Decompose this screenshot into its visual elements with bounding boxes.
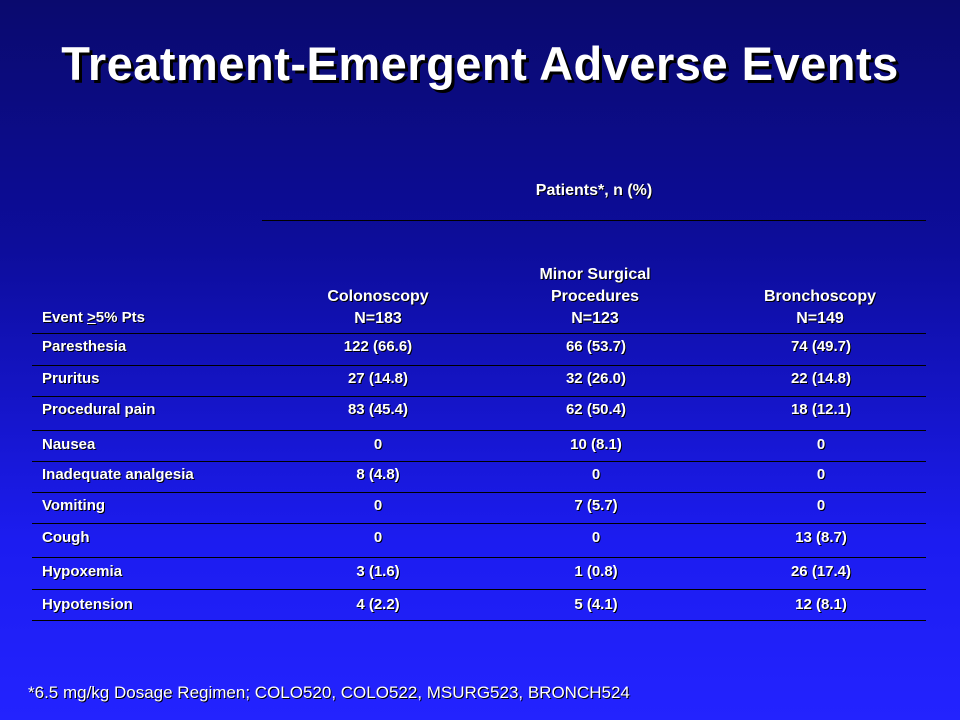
table-cell: 0: [373, 497, 383, 514]
group-header: Patients*, n (%): [535, 182, 653, 199]
table-cell: 0: [591, 529, 601, 546]
row-header-underlined: >: [87, 309, 96, 326]
event-name: Hypoxemia: [42, 563, 123, 580]
table-cell: 0: [373, 436, 383, 453]
column-header-colonoscopy: [268, 286, 488, 330]
event-name: Vomiting: [42, 497, 106, 514]
table-cell: 18 (12.1): [790, 401, 852, 418]
table-cell: 0: [816, 436, 826, 453]
column-header-minor-surgical: [485, 264, 705, 330]
slide-title: Treatment-Emergent Adverse Events: [61, 37, 899, 90]
event-name: Procedural pain: [42, 401, 156, 418]
column-header-line: Bronchoscopy: [763, 288, 876, 305]
event-name: Pruritus: [42, 370, 100, 387]
table-cell: 4 (2.2): [356, 596, 400, 613]
table-cell: 8 (4.8): [356, 466, 400, 483]
table-rule: [32, 557, 926, 558]
table-rule: [32, 396, 926, 397]
column-header-bronchoscopy: [710, 286, 930, 330]
event-name: Hypotension: [42, 596, 133, 613]
table-cell: 26 (17.4): [790, 563, 852, 580]
column-header-line: N=123: [571, 310, 619, 327]
footnote: *6.5 mg/kg Dosage Regimen; COLO520, COLO522, MSURG523, BRONCH524: [28, 683, 630, 702]
column-header-line: Procedures: [550, 288, 640, 305]
event-name: Paresthesia: [42, 338, 127, 355]
column-header-line: N=149: [796, 310, 844, 327]
table-cell: 0: [591, 466, 601, 483]
column-header-line: N=183: [354, 310, 402, 327]
table-cell: 22 (14.8): [790, 370, 852, 387]
table-rule: [32, 365, 926, 366]
table-cell: 27 (14.8): [347, 370, 409, 387]
table-cell: 0: [816, 497, 826, 514]
table-cell: 3 (1.6): [356, 563, 400, 580]
column-header-line: Minor Surgical: [539, 266, 651, 283]
table-rule: [32, 589, 926, 590]
table-cell: 62 (50.4): [565, 401, 627, 418]
table-cell: 10 (8.1): [570, 436, 622, 453]
row-header-suffix: 5% Pts: [95, 309, 145, 326]
table-rule: [32, 333, 926, 334]
group-header-rule: [262, 220, 926, 221]
table-cell: 66 (53.7): [565, 338, 627, 355]
table-cell: 32 (26.0): [565, 370, 627, 387]
table-cell: 12 (8.1): [795, 596, 847, 613]
column-header-line: Colonoscopy: [327, 288, 429, 305]
event-name: Cough: [42, 529, 90, 546]
row-header-prefix: Event: [42, 309, 88, 326]
table-rule: [32, 461, 926, 462]
table-cell: 13 (8.7): [795, 529, 847, 546]
event-name: Inadequate analgesia: [42, 466, 194, 483]
table-cell: 5 (4.1): [574, 596, 618, 613]
table-cell: 7 (5.7): [574, 497, 618, 514]
table-cell: 0: [373, 529, 383, 546]
table-cell: 74 (49.7): [790, 338, 852, 355]
row-header-event: [42, 309, 145, 326]
table-cell: 83 (45.4): [347, 401, 409, 418]
table-rule: [32, 492, 926, 493]
table-cell: 1 (0.8): [574, 563, 618, 580]
table-rule: [32, 523, 926, 524]
table-rule: [32, 430, 926, 431]
event-name: Nausea: [42, 436, 96, 453]
table-rule: [32, 620, 926, 621]
table-cell: 0: [816, 466, 826, 483]
table-cell: 122 (66.6): [343, 338, 413, 355]
